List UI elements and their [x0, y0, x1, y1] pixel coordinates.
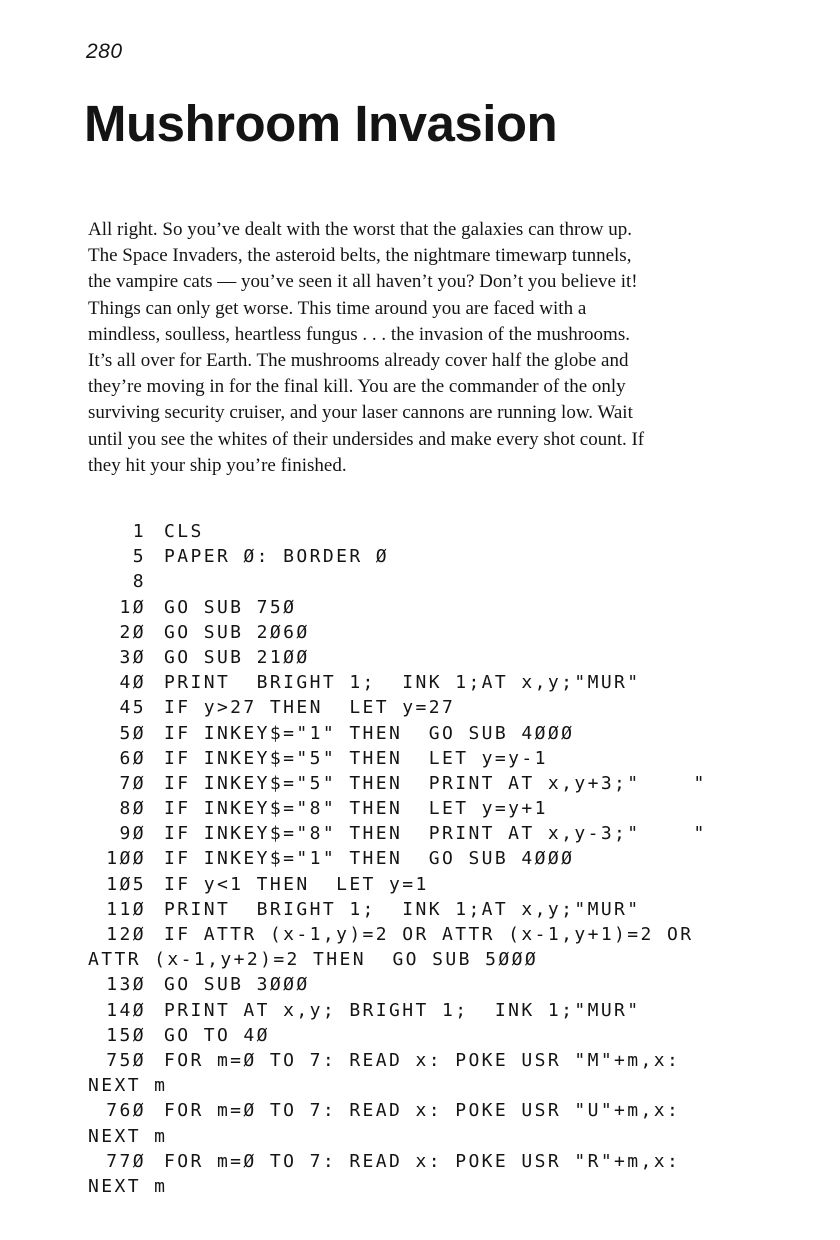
code-statement: IF INKEY$="8" THEN PRINT AT x,y-3;" " — [164, 823, 707, 845]
code-statement: IF INKEY$="5" THEN PRINT AT x,y+3;" " — [164, 772, 707, 794]
code-statement: PAPER Ø: BORDER Ø — [164, 546, 390, 568]
line-number: 77Ø — [106, 1150, 146, 1172]
code-statement: PRINT BRIGHT 1; INK 1;AT x,y;"MUR" — [164, 672, 641, 694]
line-number: 12Ø — [106, 924, 146, 945]
code-continuation: NEXT m — [88, 1125, 168, 1147]
line-number: 13Ø — [106, 974, 146, 996]
code-line — [88, 670, 768, 695]
code-line — [88, 1149, 768, 1174]
program-listing — [88, 519, 768, 1199]
intro-line: The Space Invaders, the asteroid belts, the nightmare timewarp tunnels, — [88, 245, 632, 267]
code-statement: FOR m=Ø TO 7: READ x: POKE USR "M"+m,x: — [164, 1049, 681, 1071]
line-number: 3Ø — [119, 646, 146, 668]
code-statement: CLS — [164, 521, 204, 542]
code-line — [88, 998, 768, 1023]
intro-line: until you see the whites of their undersides and make every shot count. If — [88, 428, 645, 450]
line-number: 2Ø — [119, 621, 146, 643]
line-number: 11Ø — [106, 898, 146, 920]
code-statement: PRINT AT x,y; BRIGHT 1; INK 1;"MUR" — [164, 999, 641, 1021]
code-line — [88, 1098, 768, 1123]
line-number: 8 — [132, 571, 146, 593]
intro-line: mindless, soulless, heartless fungus . . . the invasion of the mushrooms. — [88, 323, 630, 345]
intro-line: they hit your ship you’re finished. — [88, 454, 347, 476]
line-number: 5 — [132, 546, 146, 568]
line-number: 8Ø — [119, 798, 146, 820]
code-line — [88, 695, 768, 720]
code-line-continuation — [88, 1124, 768, 1149]
code-statement: GO SUB 2Ø6Ø — [164, 621, 310, 643]
code-line — [88, 796, 768, 821]
line-number: 75Ø — [106, 1049, 146, 1071]
line-number: 6Ø — [119, 747, 146, 769]
line-number: 1Ø5 — [106, 873, 146, 895]
line-number: 9Ø — [119, 823, 146, 845]
code-line-continuation — [88, 947, 768, 972]
code-statement: GO SUB 3ØØØ — [164, 974, 310, 996]
code-line — [88, 721, 768, 746]
code-line — [88, 519, 768, 544]
code-statement: IF INKEY$="1" THEN GO SUB 4ØØØ — [164, 848, 575, 870]
line-number: 4Ø — [119, 672, 146, 694]
intro-line: they’re moving in for the final kill. You are the commander of the only — [88, 376, 626, 398]
code-line — [88, 771, 768, 796]
code-statement: IF ATTR (x-1,y)=2 OR ATTR (x-1,y+1)=2 OR — [164, 924, 694, 945]
line-number: 5Ø — [119, 722, 146, 744]
code-statement: FOR m=Ø TO 7: READ x: POKE USR "U"+m,x: — [164, 1100, 681, 1122]
line-number: 7Ø — [119, 772, 146, 794]
code-line — [88, 972, 768, 997]
code-line — [88, 1048, 768, 1073]
code-line — [88, 897, 768, 922]
code-line — [88, 544, 768, 569]
code-statement: IF INKEY$="8" THEN LET y=y+1 — [164, 798, 548, 820]
intro-line: surviving security cruiser, and your laser cannons are running low. Wait — [88, 402, 633, 424]
intro-line: All right. So you’ve dealt with the worst that the galaxies can throw up. — [88, 219, 633, 240]
code-statement: GO TO 4Ø — [164, 1024, 270, 1046]
line-number: 15Ø — [106, 1024, 146, 1046]
intro-line: Things can only get worse. This time around you are faced with a — [88, 297, 587, 319]
intro-paragraph — [88, 217, 738, 479]
line-number: 14Ø — [106, 999, 146, 1021]
line-number: 1ØØ — [106, 848, 146, 870]
page-title: Mushroom Invasion — [84, 95, 558, 152]
code-line — [88, 1023, 768, 1048]
line-number: 1Ø — [119, 596, 146, 618]
code-line — [88, 620, 768, 645]
line-number: 76Ø — [106, 1100, 146, 1122]
code-line — [88, 645, 768, 670]
code-statement: IF y>27 THEN LET y=27 — [164, 697, 456, 719]
intro-line: the vampire cats — you’ve seen it all haven’t you? Don’t you believe it! — [88, 271, 638, 293]
code-statement: GO SUB 21ØØ — [164, 646, 310, 668]
line-number: 45 — [119, 697, 146, 719]
code-line — [88, 872, 768, 897]
code-statement: FOR m=Ø TO 7: READ x: POKE USR "R"+m,x: — [164, 1150, 681, 1172]
code-line — [88, 922, 768, 947]
code-continuation: ATTR (x-1,y+2)=2 THEN GO SUB 5ØØØ — [88, 949, 539, 971]
page-number: 280 — [86, 40, 123, 63]
code-line — [88, 595, 768, 620]
code-statement: IF y<1 THEN LET y=1 — [164, 873, 429, 895]
code-statement: IF INKEY$="1" THEN GO SUB 4ØØØ — [164, 722, 575, 744]
code-continuation: NEXT m — [88, 1075, 168, 1097]
code-line — [88, 569, 768, 594]
code-continuation: NEXT m — [88, 1175, 168, 1197]
code-line-continuation — [88, 1073, 768, 1098]
intro-line: It’s all over for Earth. The mushrooms already cover half the globe and — [88, 350, 629, 372]
code-line — [88, 821, 768, 846]
code-line — [88, 746, 768, 771]
code-line — [88, 846, 768, 871]
code-statement: GO SUB 75Ø — [164, 596, 297, 618]
line-number: 1 — [132, 521, 146, 542]
code-statement: IF INKEY$="5" THEN LET y=y-1 — [164, 747, 548, 769]
code-statement: PRINT BRIGHT 1; INK 1;AT x,y;"MUR" — [164, 898, 641, 920]
code-line-continuation — [88, 1174, 768, 1199]
